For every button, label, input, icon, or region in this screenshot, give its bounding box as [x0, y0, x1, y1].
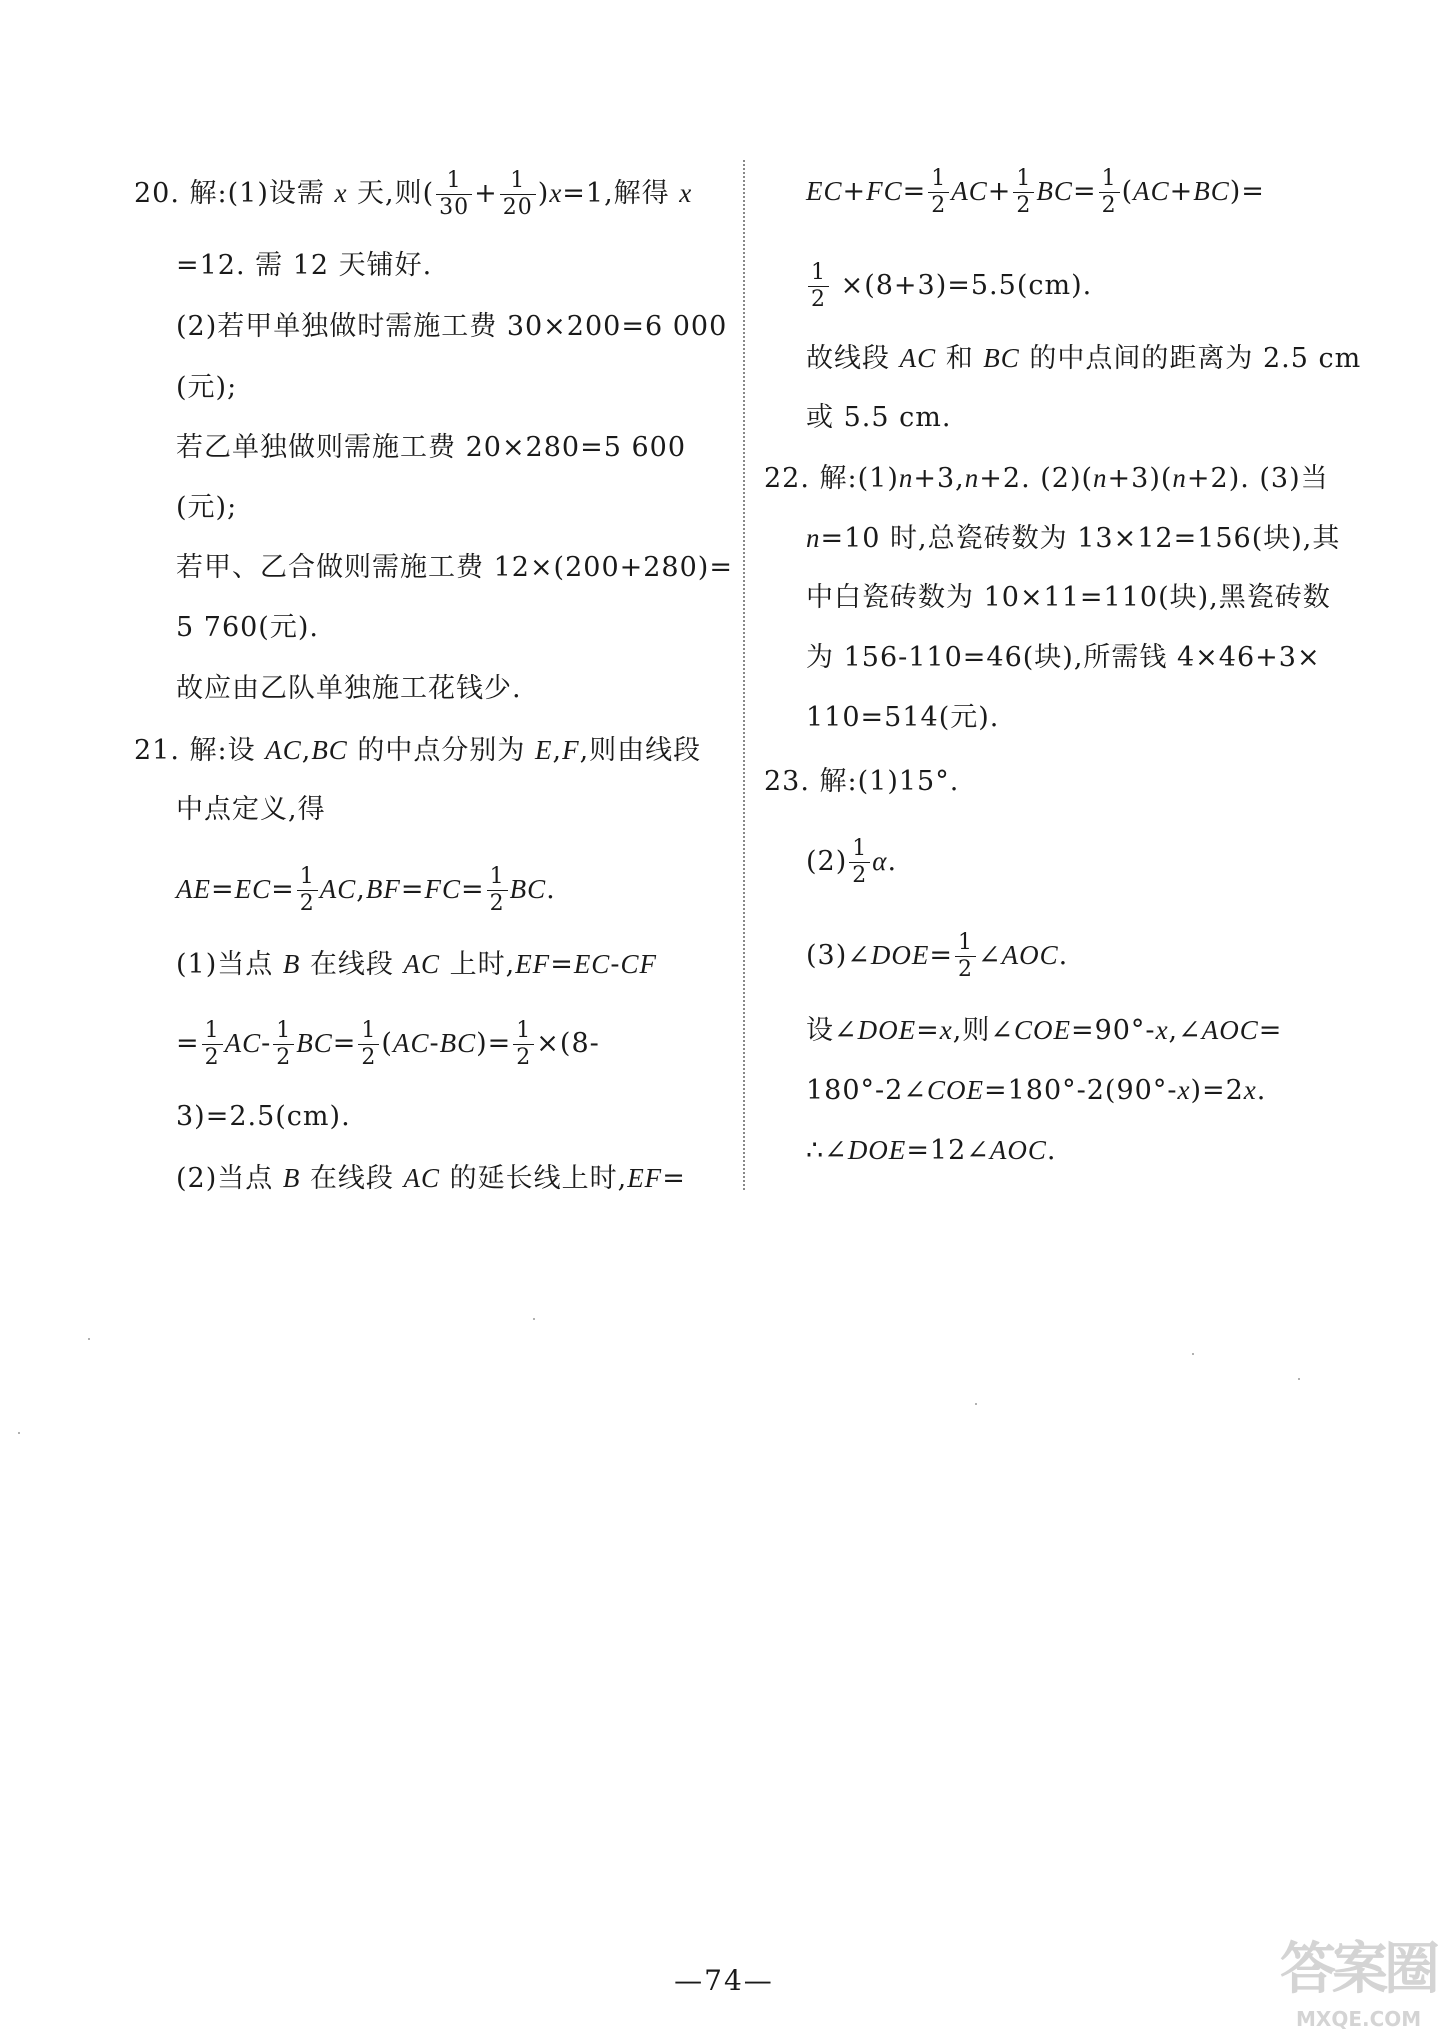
- fraction: $\frac{1}{2}$: [1013, 168, 1034, 217]
- q20-line-8: 5 760(元).: [176, 612, 319, 643]
- fraction: $\frac{1}{2}$: [928, 168, 949, 217]
- column-divider: [743, 160, 745, 1190]
- fraction: $\frac{1}{2}$: [358, 1020, 379, 1069]
- q21-line-6: 3)=2.5(cm).: [176, 1101, 351, 1132]
- q20-line-9: 故应由乙队单独施工花钱少.: [176, 673, 522, 704]
- q23-line-2: (2) $\frac{1}{2}$ α.: [806, 836, 898, 888]
- q20-line-4: (元);: [176, 372, 238, 403]
- q23-line-6: ∴∠DOE=12∠AOC.: [806, 1135, 1057, 1166]
- scan-speck: [1192, 1353, 1194, 1355]
- fraction: $\frac{1}{2}$: [808, 262, 829, 311]
- q20-line-2: =12. 需 12 天铺好.: [176, 250, 433, 281]
- q20-line-7: 若甲、乙合做则需施工费 12×(200+280)=: [176, 552, 733, 583]
- q20-line-1: 20. 解:(1)设需 x 天,则( $\frac{1}{30}$ + $\frac{1}{20}$ )x=1,解得 x: [134, 168, 693, 220]
- fraction: $\frac{1}{20}$: [500, 170, 536, 219]
- fraction: $\frac{1}{2}$: [202, 1020, 223, 1069]
- scan-speck: [1298, 1378, 1300, 1380]
- fraction: $\frac{1}{30}$: [436, 170, 472, 219]
- scan-speck: [18, 1432, 20, 1434]
- q21-line-7: (2)当点 B 在线段 AC 的延长线上时,EF=: [176, 1163, 686, 1194]
- q20-line-5: 若乙单独做则需施工费 20×280=5 600: [176, 432, 687, 463]
- fraction: $\frac{1}{2}$: [849, 838, 870, 887]
- fraction: $\frac{1}{2}$: [513, 1020, 534, 1069]
- watermark-text: 答案圈: [1280, 1937, 1436, 2002]
- page-number: —74—: [674, 1964, 774, 1997]
- scan-speck: [533, 1318, 535, 1320]
- watermark-url: MXQE.COM: [1296, 2007, 1422, 2031]
- q22-line-1: 22. 解:(1)n+3,n+2. (2)(n+3)(n+2). (3)当: [764, 463, 1329, 494]
- fraction: $\frac{1}{2}$: [273, 1020, 294, 1069]
- fraction: $\frac{1}{2}$: [487, 866, 508, 915]
- q21-cont-line-3: 故线段 AC 和 BC 的中点间的距离为 2.5 cm: [806, 343, 1362, 374]
- q21-cont-line-4: 或 5.5 cm.: [806, 402, 952, 433]
- q21-line-2: 中点定义,得: [176, 794, 326, 825]
- q22-line-4: 为 156-110=46(块),所需钱 4×46+3×: [806, 642, 1321, 673]
- q21-line-5: = $\frac{1}{2}$ AC- $\frac{1}{2}$ BC= $\frac{1}{2}$ (AC-BC)= $\frac{1}{2}$ ×(8-: [176, 1018, 600, 1070]
- q21-line-3: AE=EC= $\frac{1}{2}$ AC,BF=FC= $\frac{1}{2}$ BC.: [176, 864, 556, 916]
- q20-line-3: (2)若甲单独做时需施工费 30×200=6 000: [176, 311, 728, 342]
- q21-cont-line-1: EC+FC= $\frac{1}{2}$ AC+ $\frac{1}{2}$ BC= $\frac{1}{2}$ (AC+BC)=: [806, 166, 1265, 218]
- q21-line-1: 21. 解:设 AC,BC 的中点分别为 E,F,则由线段: [134, 735, 702, 766]
- q23-line-1: 23. 解:(1)15°.: [764, 766, 960, 797]
- fraction: $\frac{1}{2}$: [297, 866, 318, 915]
- q22-line-2: n=10 时,总瓷砖数为 13×12=156(块),其: [806, 523, 1341, 554]
- watermark-logo: [1280, 1925, 1440, 2035]
- q23-line-4: 设∠DOE=x,则∠COE=90°-x,∠AOC=: [806, 1015, 1283, 1046]
- q21-line-4: (1)当点 B 在线段 AC 上时,EF=EC-CF: [176, 949, 657, 980]
- scan-speck: [975, 1403, 977, 1405]
- q23-line-5: 180°-2∠COE=180°-2(90°-x)=2x.: [806, 1075, 1267, 1106]
- q22-line-5: 110=514(元).: [806, 702, 1000, 733]
- scan-speck: [88, 1338, 90, 1340]
- q23-line-3: (3)∠DOE= $\frac{1}{2}$ ∠AOC.: [806, 930, 1069, 982]
- q21-cont-line-2: $\frac{1}{2}$ ×(8+3)=5.5(cm).: [806, 262, 1092, 311]
- fraction: $\frac{1}{2}$: [955, 932, 976, 981]
- q22-line-3: 中白瓷砖数为 10×11=110(块),黑瓷砖数: [806, 582, 1331, 613]
- q20-line-6: (元);: [176, 492, 238, 523]
- fraction: $\frac{1}{2}$: [1099, 168, 1120, 217]
